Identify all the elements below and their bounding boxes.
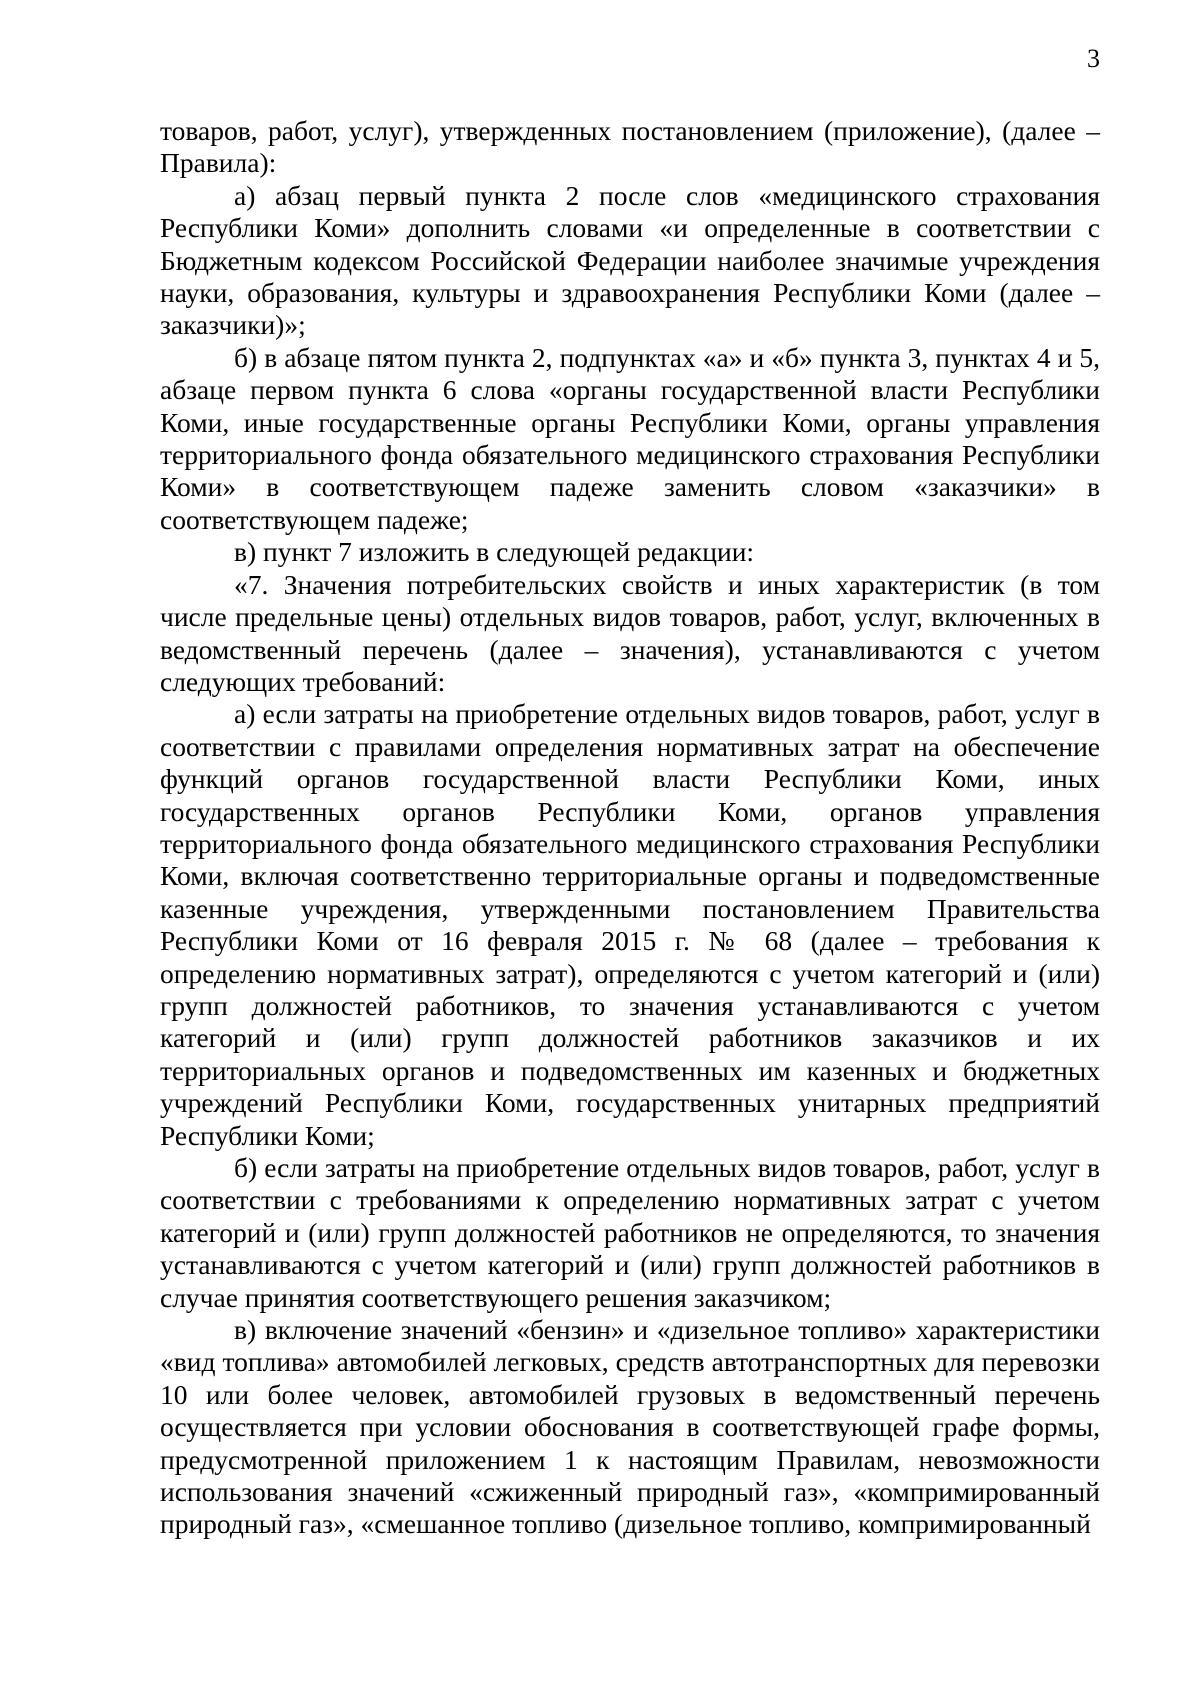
paragraph-v-first: в) пункт 7 изложить в следующей редакции: — [234, 536, 755, 568]
paragraph-point-7: «7. Значения потребительских свойств и иных характеристик (в том числе предельные цены) отдельных видов товаров, работ, услуг, включенных в ведомственный перечень (далее – значения), устанавливаются с учетом следующих требований: — [160, 568, 1100, 697]
page-number: 3 — [1087, 44, 1100, 73]
paragraph-7-a: а) если затраты на приобретение отдельных видов товаров, работ, услуг в соответствии с правилами определения нормативных затрат на обеспечение функций органов государственной власти Республики Коми, иных государственных органов Республики Коми, органов управления территориального фонда обязательного медицинского страхования Республики Коми, включая соответственно территориальные органы и подведомственные казенные учреждения, утвержденными постановлением Правительства Республики Коми от 16 февраля 2015 г. № 68 (далее – требования к определению нормативных затрат), определяются с учетом категорий и (или) групп должностей работников, то значения устанавливаются с учетом категорий и (или) групп должностей работников заказчиков и их территориальных органов и подведомственных им казенных и бюджетных учреждений Республики Коми, государственных унитарных предприятий Республики Коми; — [160, 698, 1100, 1151]
paragraph-7-v: в) включение значений «бензин» и «дизельное топливо» характеристики «вид топлива» автомобилей легковых, средств автотранспортных для перевозки 10 или более человек, автомобилей грузовых в ведомственный перечень осуществляется при условии обоснования в соответствующей графе формы, предусмотренной приложением 1 к настоящим Правилам, невозможности использования значений «сжиженный природный газ», «компримированный природный газ», «смешанное топливо (дизельное топливо, компримированный — [160, 1314, 1100, 1540]
paragraph-7-b: б) если затраты на приобретение отдельных видов товаров, работ, услуг в соответствии с требованиями к определению нормативных затрат с учетом категорий и (или) групп должностей работников не определяются, то значения устанавливаются с учетом категорий и (или) групп должностей работников в случае принятия соответствующего решения заказчиком; — [160, 1152, 1100, 1313]
document-body — [160, 115, 1100, 1541]
paragraph-a-first: а) абзац первый пункта 2 после слов «медицинского страхования Республики Коми» дополнить словами «и определенные в соответствии с Бюджетным кодексом Российской Федерации наиболее значимые учреждения науки, образования, культуры и здравоохранения Республики Коми (далее – заказчики)»; — [160, 179, 1100, 341]
paragraph-b-first: б) в абзаце пятом пункта 2, подпунктах «а» и «б» пункта 3, пунктах 4 и 5, абзаце первом пункта 6 слова «органы государственной власти Республики Коми, иные государственные органы Республики Коми, органы управления территориального фонда обязательного медицинского страхования Республики Коми» в соответствующем падеже заменить словом «заказчики» в соответствующем падеже; — [160, 341, 1100, 535]
paragraph-intro: товаров, работ, услуг), утвержденных постановлением (приложение), (далее – Правила): — [160, 115, 1100, 179]
